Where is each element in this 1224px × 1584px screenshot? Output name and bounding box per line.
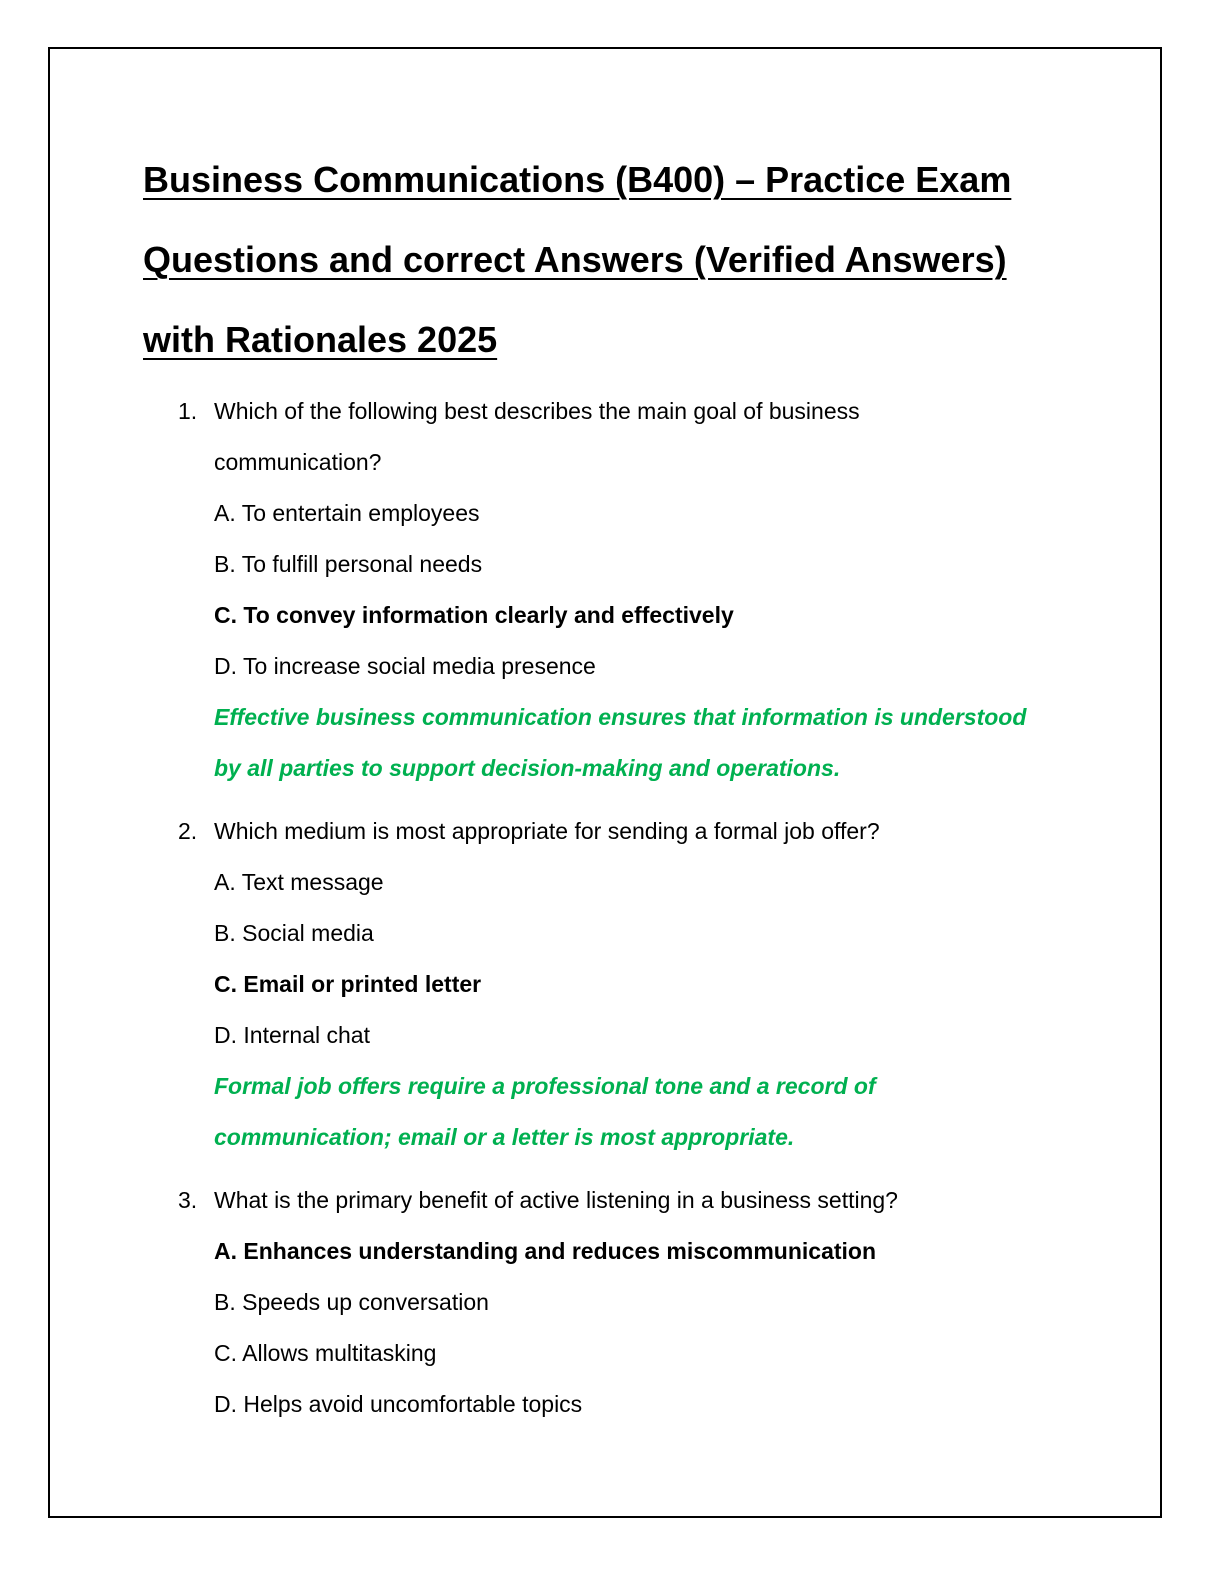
question-number: 1. — [178, 398, 198, 424]
answer-option-d: D. To increase social media presence — [214, 653, 596, 679]
question-text: What is the primary benefit of active listening in a business setting? — [214, 1187, 898, 1213]
title-line: with Rationales 2025 — [143, 319, 498, 360]
question-3 — [178, 1175, 1078, 1430]
question-text: Which of the following best describes the main goal of business communication? — [214, 398, 860, 475]
question-body — [214, 1175, 1078, 1430]
correct-answer-option-a: A. Enhances understanding and reduces miscommunication — [214, 1238, 877, 1264]
answer-option-d: D. Helps avoid uncomfortable topics — [214, 1391, 583, 1417]
answer-option-c: C. Allows multitasking — [214, 1340, 437, 1366]
answer-option-d: D. Internal chat — [214, 1022, 370, 1048]
rationale-line: Effective business communication ensures that information is understood — [214, 704, 1027, 730]
rationale-line: communication; email or a letter is most appropriate. — [214, 1124, 795, 1150]
title-line: Questions and correct Answers (Verified Answers) — [143, 239, 1007, 280]
answer-option-a: A. To entertain employees — [214, 500, 480, 526]
question-number: 3. — [178, 1187, 198, 1213]
rationale-line: Formal job offers require a professional tone and a record of — [214, 1073, 876, 1099]
title-line: Business Communications (B400) – Practice Exam — [143, 159, 1012, 200]
question-2 — [178, 806, 1078, 1163]
question-list — [178, 386, 1078, 1442]
correct-answer-option-c: C. To convey information clearly and effectively — [214, 602, 734, 628]
question-body — [214, 806, 1078, 1163]
answer-option-a: A. Text message — [214, 869, 384, 895]
answer-option-b: B. Speeds up conversation — [214, 1289, 489, 1315]
question-text: Which medium is most appropriate for sending a formal job offer? — [214, 818, 880, 844]
question-body — [214, 386, 1078, 794]
answer-option-b: B. Social media — [214, 920, 374, 946]
document-title — [143, 140, 1103, 380]
correct-answer-option-c: C. Email or printed letter — [214, 971, 482, 997]
rationale-line: by all parties to support decision-making and operations. — [214, 755, 841, 781]
answer-option-b: B. To fulfill personal needs — [214, 551, 483, 577]
question-1 — [178, 386, 1078, 794]
question-number: 2. — [178, 818, 198, 844]
